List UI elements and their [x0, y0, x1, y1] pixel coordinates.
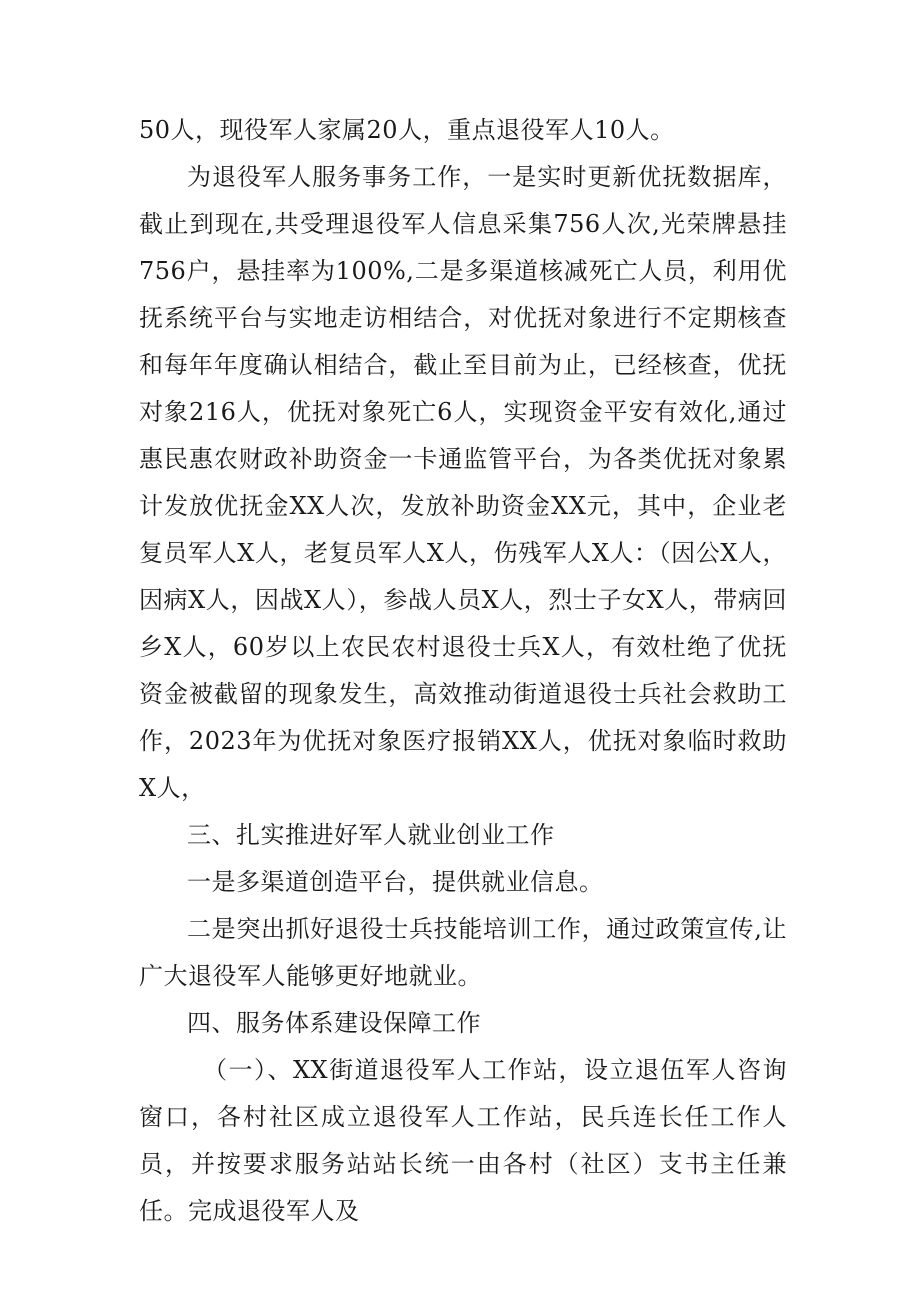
paragraph-skills-training: 二是突出抓好退役士兵技能培训工作，通过政策宣传,让广大退役军人能够更好地就业。	[139, 915, 787, 990]
paragraph-employment-platform: 一是多渠道创造平台，提供就业信息。	[187, 868, 604, 896]
paragraph-work-station: （一）、XX街道退役军人工作站，设立退伍军人咨询窗口，各村社区成立退役军人工作站，民兵连长任工作人员，并按要求服务站站长统一由各村（社区）支书主任兼任。完成退役军人及	[139, 1056, 787, 1225]
section-heading-employment: 三、扎实推进好军人就业创业工作	[187, 821, 555, 849]
paragraph-veteran-services: 为退役军人服务事务工作，一是实时更新优抚数据库，截止到现在,共受理退役军人信息采集756人次,光荣牌悬挂756户，悬挂率为100%,二是多渠道核减死亡人员，利用优抚系统平台与实地走访相结合，对优抚对象进行不定期核查和每年年度确认相结合，截止至目前为止，已经核查，优抚对象216人，优抚对象死亡6人，实现资金平安有效化,通过惠民惠农财政补助资金一卡通监管平台，为各类优抚对象累计发放优抚金XX人次，发放补助资金XX元，其中，企业老复员军人X人，老复员军人X人，伤残军人X人：（因公X人，因病X人，因战X人），参战人员X人，烈士子女X人，带病回乡X人，60岁以上农民农村退役士兵X人，有效杜绝了优抚资金被截留的现象发生，高效推动街道退役士兵社会救助工作，2023年为优抚对象医疗报销XX人，优抚对象临时救助X人，	[139, 163, 787, 802]
section-heading-service-system: 四、服务体系建设保障工作	[187, 1009, 481, 1037]
paragraph-continuation: 50人，现役军人家属20人，重点退役军人10人。	[139, 116, 675, 144]
document-body	[139, 107, 787, 1235]
